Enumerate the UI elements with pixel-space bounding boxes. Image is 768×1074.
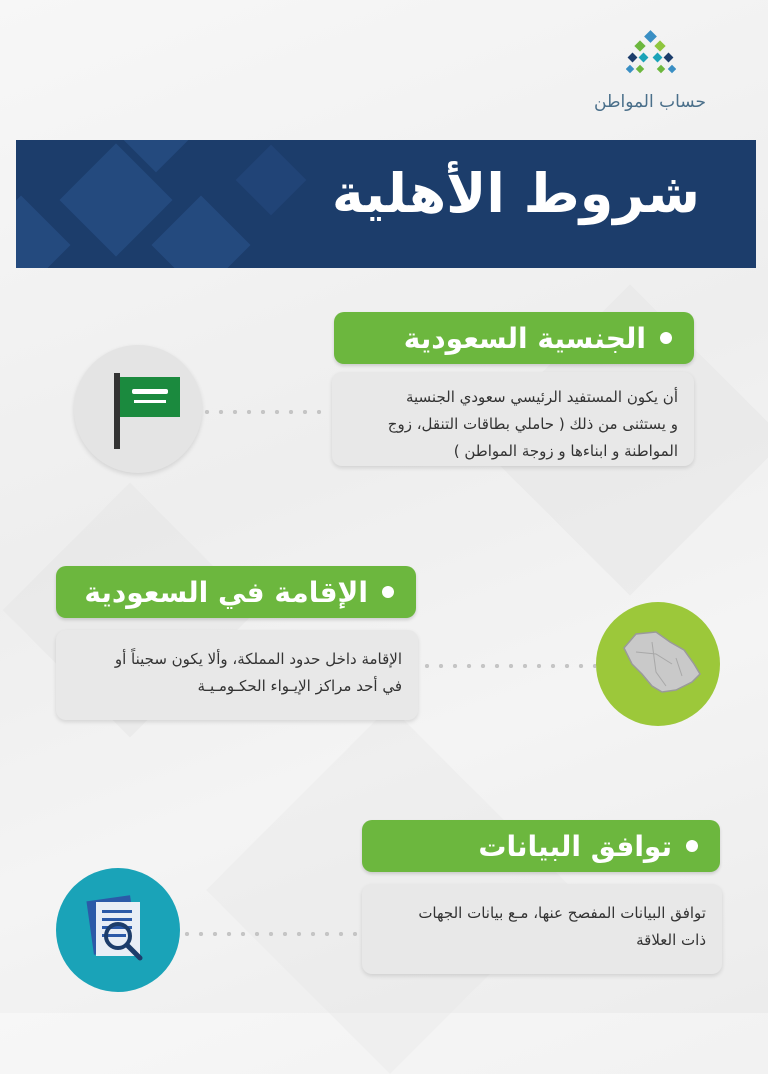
section-title-data-match	[362, 820, 720, 872]
section-title-text: الإقامة في السعودية	[84, 575, 368, 609]
section-title-residence	[56, 566, 416, 618]
section-text-data-match	[362, 884, 722, 974]
dotted-connector	[420, 664, 596, 668]
map-circle	[596, 602, 720, 726]
text-line: توافق البيانات المفصح عنها، مـع بيانات الجهات	[418, 904, 706, 922]
section-text-nationality	[332, 372, 694, 466]
section-text-residence	[56, 630, 418, 720]
text-line: و يستثنى من ذلك ( حاملي بطاقات التنقل، زوج	[387, 415, 678, 433]
text-line: ذات العلاقة	[636, 931, 706, 949]
bullet-icon	[382, 586, 394, 598]
page-title: شروط الأهلية	[331, 162, 700, 225]
text-line: المواطنة و ابناءها و زوجة المواطن )	[453, 442, 678, 460]
bullet-icon	[660, 332, 672, 344]
text-line: في أحد مراكز الإيـواء الحكـومـيـة	[197, 677, 402, 695]
text-line: أن يكون المستفيد الرئيسي سعودي الجنسية	[405, 388, 678, 406]
saudi-flag-icon	[74, 345, 202, 473]
citizen-account-logo-icon	[626, 30, 676, 82]
dotted-connector	[180, 932, 360, 936]
logo-text: حساب المواطن	[594, 92, 706, 112]
section-title-text: الجنسية السعودية	[403, 321, 646, 355]
section-title-nationality	[334, 312, 694, 364]
section-title-text: توافق البيانات	[478, 829, 672, 863]
citizen-account-logo	[580, 30, 720, 120]
dotted-connector	[200, 410, 328, 414]
document-search-icon	[56, 868, 180, 992]
title-banner	[16, 140, 756, 268]
saudi-map-icon	[596, 602, 720, 726]
text-line: الإقامة داخل حدود المملكة، وألا يكون سجيناً أو	[114, 650, 402, 668]
document-circle	[56, 868, 180, 992]
flag-circle	[74, 345, 202, 473]
bullet-icon	[686, 840, 698, 852]
